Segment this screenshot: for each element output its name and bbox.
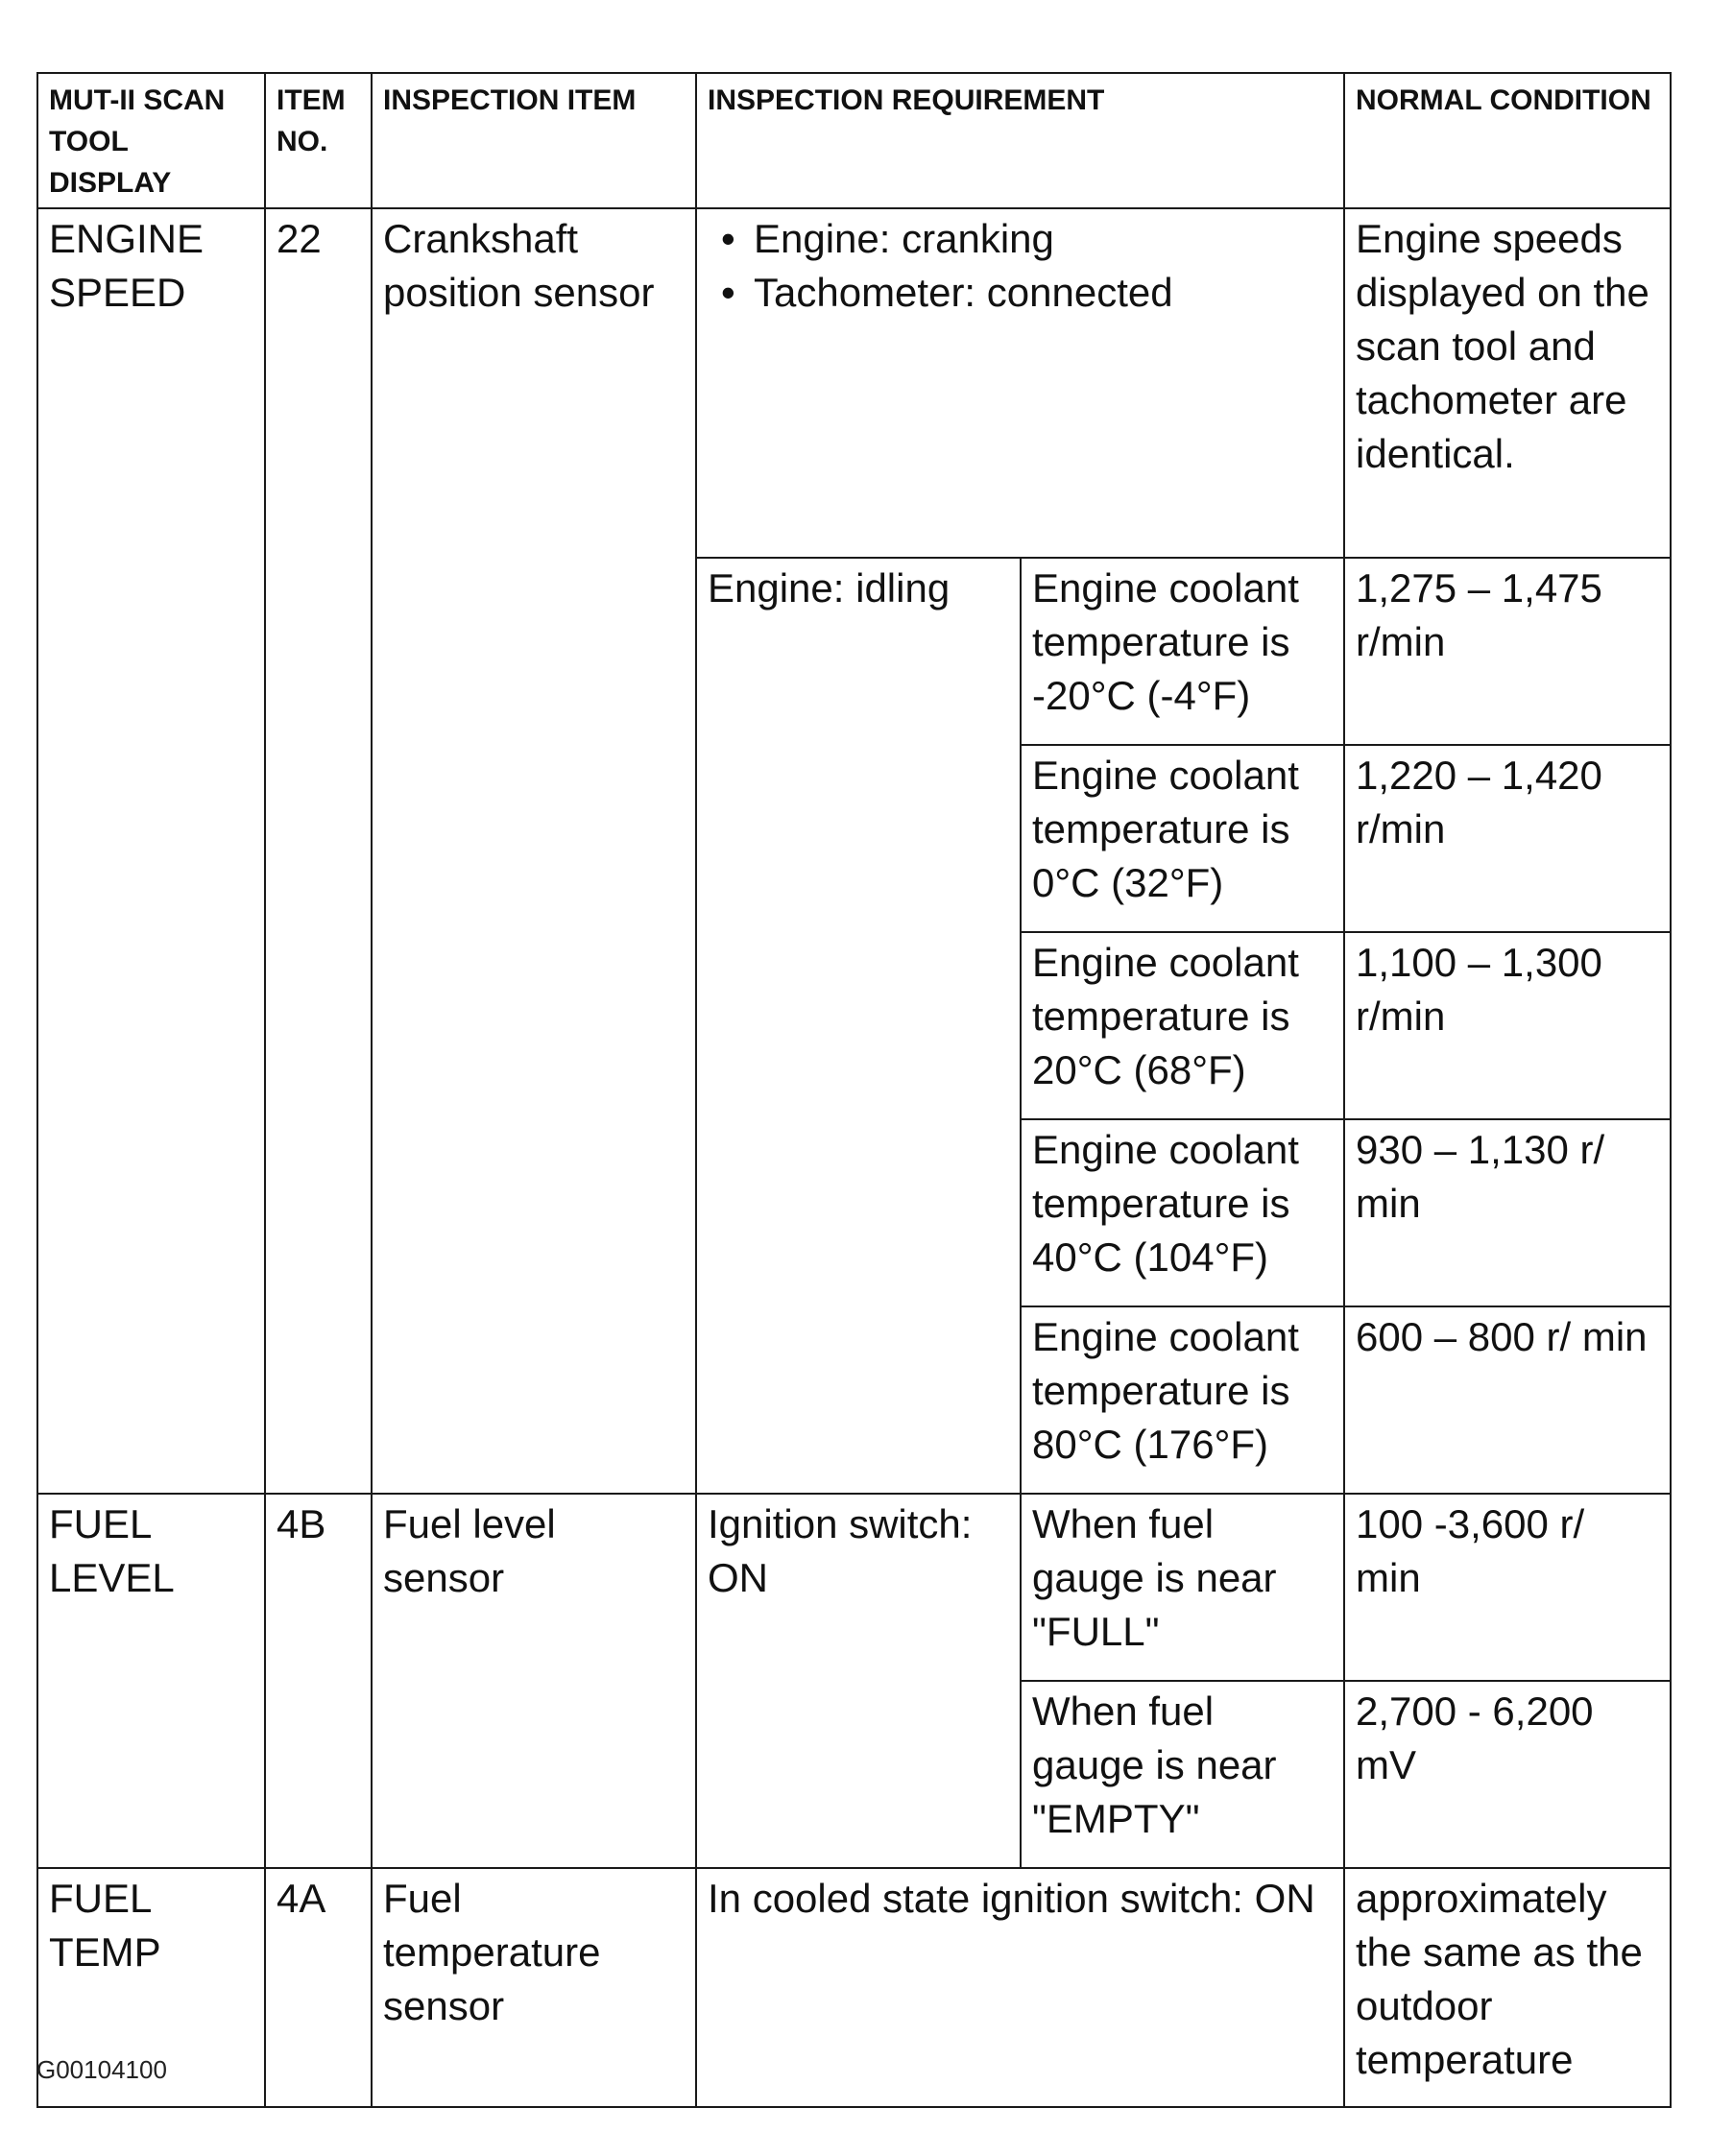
fuel-temp-inspection-item: Fuel temperature sensor — [372, 1868, 696, 2107]
list-item — [708, 266, 1333, 320]
figure-id: G00104100 — [36, 2055, 167, 2084]
engine-speed-inspection-item: Crankshaft position sensor — [372, 208, 696, 1494]
idling-condition: Engine: idling — [696, 558, 1021, 1494]
fuel-temp-normal-condition: approximately the same as the outdoor temperature — [1344, 1868, 1671, 2107]
header-inspection-requirement: INSPECTION REQUIREMENT — [696, 73, 1344, 208]
cranking-normal-condition: Engine speeds displayed on the scan tool and tachometer are identical. — [1344, 208, 1671, 558]
fuel-level-sub-condition: When fuel gauge is near "EMPTY" — [1021, 1681, 1344, 1868]
engine-speed-display: ENGINE SPEED — [37, 208, 265, 1494]
header-normal-condition: NORMAL CONDITION — [1344, 73, 1671, 208]
table-row — [37, 208, 1671, 558]
fuel-temp-display: FUEL TEMP — [37, 1868, 265, 2107]
fuel-level-display: FUEL LEVEL — [37, 1494, 265, 1868]
idling-normal-condition: 1,100 – 1,300 r/min — [1344, 932, 1671, 1119]
idling-normal-condition: 1,275 – 1,475 r/min — [1344, 558, 1671, 745]
fuel-temp-item-no: 4A — [265, 1868, 372, 2107]
idling-normal-condition: 600 – 800 r/ min — [1344, 1306, 1671, 1494]
fuel-level-normal-condition: 2,700 - 6,200 mV — [1344, 1681, 1671, 1868]
inspection-table — [36, 72, 1672, 2108]
idling-normal-condition: 930 – 1,130 r/ min — [1344, 1119, 1671, 1306]
fuel-level-sub-condition: When fuel gauge is near "FULL" — [1021, 1494, 1344, 1681]
header-inspection-item: INSPECTION ITEM — [372, 73, 696, 208]
header-scan-tool-display: MUT-II SCAN TOOL DISPLAY — [37, 73, 265, 208]
engine-speed-item-no: 22 — [265, 208, 372, 1494]
list-item — [708, 212, 1333, 266]
idling-sub-condition: Engine coolant temperature is 20°C (68°F) — [1021, 932, 1344, 1119]
idling-sub-condition: Engine coolant temperature is -20°C (-4°F) — [1021, 558, 1344, 745]
requirement-list — [708, 212, 1333, 320]
idling-normal-condition: 1,220 – 1,420 r/min — [1344, 745, 1671, 932]
header-row — [37, 73, 1671, 208]
fuel-level-normal-condition: 100 -3,600 r/ min — [1344, 1494, 1671, 1681]
table-row — [37, 1868, 1671, 2107]
requirement-text: Tachometer: connected — [754, 270, 1173, 315]
fuel-level-inspection-item: Fuel level sensor — [372, 1494, 696, 1868]
header-item-no: ITEM NO. — [265, 73, 372, 208]
idling-sub-condition: Engine coolant temperature is 40°C (104°F) — [1021, 1119, 1344, 1306]
cranking-requirements — [696, 208, 1344, 558]
idling-sub-condition: Engine coolant temperature is 80°C (176°F) — [1021, 1306, 1344, 1494]
requirement-text: Engine: cranking — [754, 216, 1054, 261]
bullet-icon: • — [721, 270, 735, 315]
bullet-icon: • — [721, 216, 735, 261]
fuel-temp-requirement: In cooled state ignition switch: ON — [696, 1868, 1344, 2107]
idling-sub-condition: Engine coolant temperature is 0°C (32°F) — [1021, 745, 1344, 932]
fuel-level-condition: Ignition switch: ON — [696, 1494, 1021, 1868]
table-row — [37, 1494, 1671, 1681]
fuel-level-item-no: 4B — [265, 1494, 372, 1868]
